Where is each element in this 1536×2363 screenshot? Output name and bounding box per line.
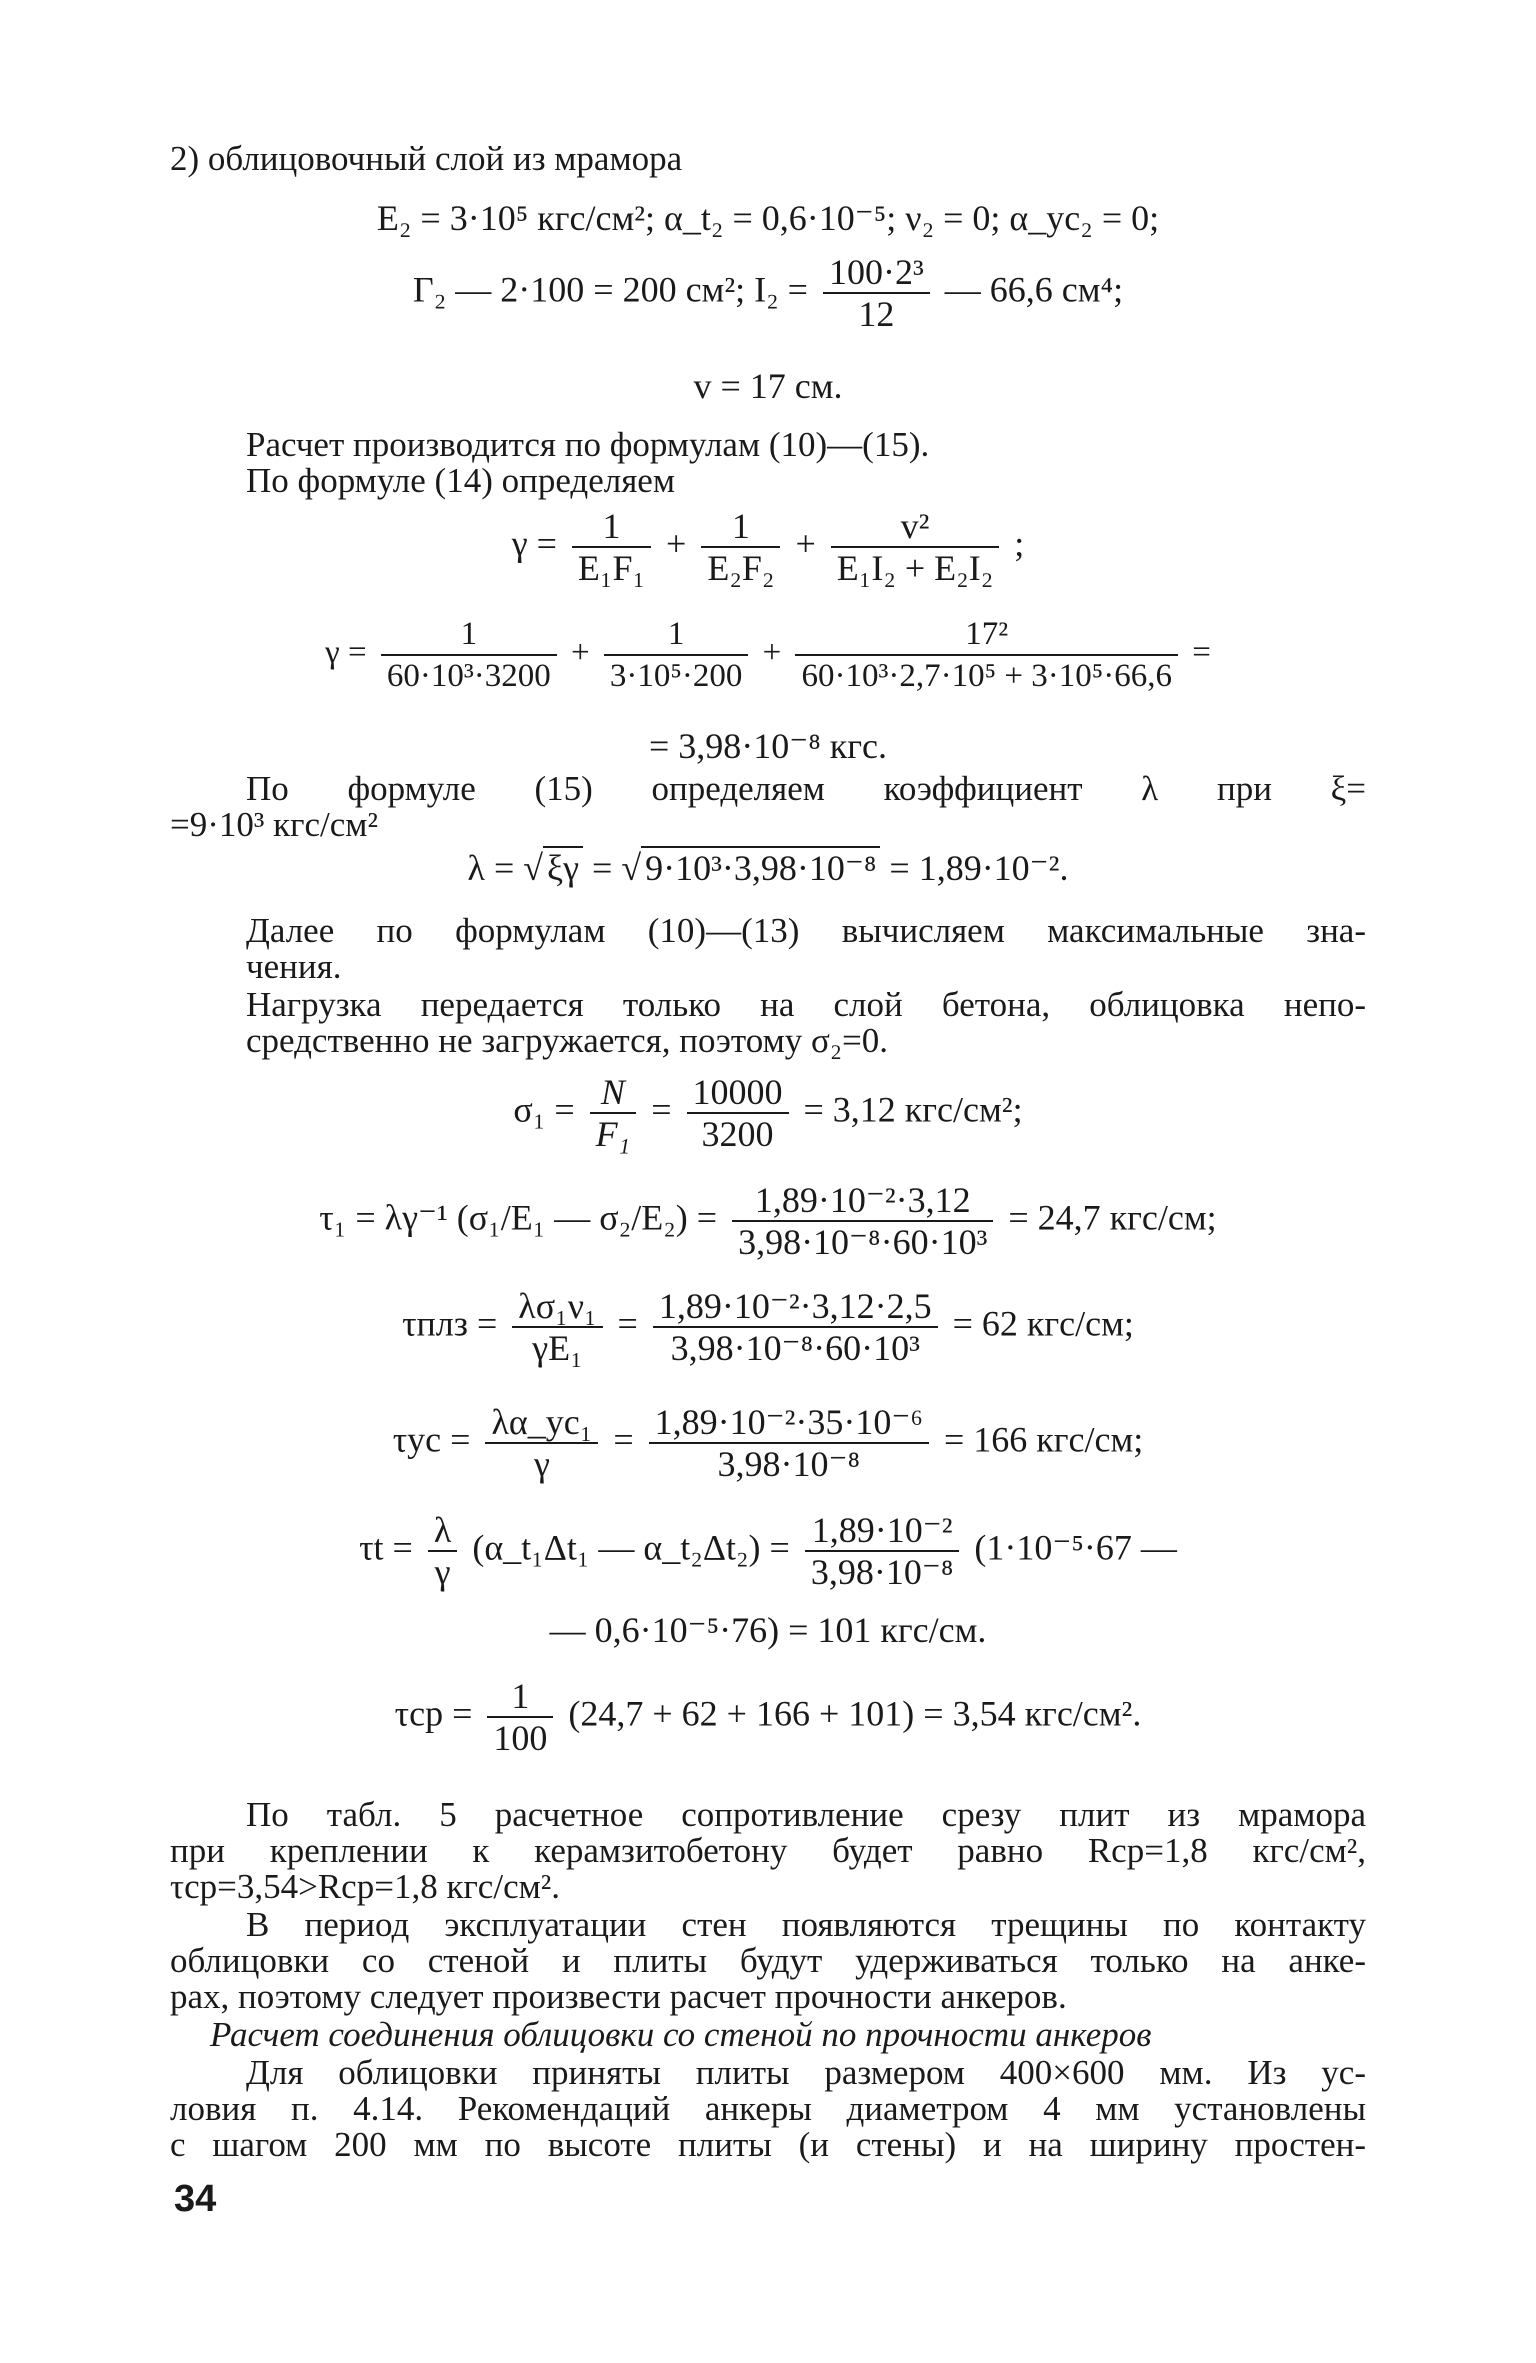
calc-note: Расчет производится по формулам (10)—(15). — [246, 425, 930, 464]
sigma-fraction-2 — [687, 1072, 789, 1154]
gamma-numeric-term-2 — [604, 614, 748, 696]
gamma-term-3 — [831, 506, 999, 588]
gamma-numeric: γ = $\frac{1}{\text{60·10³·3200}}$ + $\frac{1}{\text{3·10⁵·200}}$ + $\frac{\text{17²}}{\text{60·10³·2,7·10⁵ + 3·10⁵·66,6}}$ = — [325, 616, 1211, 694]
load-text-2: средственно не загружается, поэтому σ₂=0. — [246, 1021, 889, 1060]
gamma-n3-den: 60·10³·2,7·10⁵ + 3·10⁵·66,6 — [801, 658, 1172, 694]
gamma-result: = 3,98·10⁻⁸ кгс. — [648, 726, 888, 766]
tauyc-n1: λα_yc₁ — [485, 1402, 598, 1444]
tauyc-formula: τус = $\frac{\text{λα\_yc₁}}{\gamma}$ = $\frac{\text{1,89·10⁻²·35·10⁻⁶}}{\text{3,98·10⁻⁸}}$ = 166 кгс/см; — [392, 1402, 1144, 1484]
gamma-t3-den: E₁I₂ + E₂I₂ — [836, 548, 994, 588]
sigma-lhs: σ₁ = — [513, 1089, 575, 1130]
cracks-text-3: рах, поэтому следует произвести расчет прочности анкеров. — [170, 1977, 1067, 2016]
sigma-d2: 3200 — [701, 1114, 774, 1154]
tau1-result: = 24,7 кгс/см; — [1008, 1197, 1217, 1238]
tauyc-n2: 1,89·10⁻²·35·10⁻⁶ — [649, 1402, 929, 1444]
load-text-1: Нагрузка передается только на слой бетона, облицовка непо- — [246, 985, 1366, 1024]
gamma-n1-den: 60·10³·3200 — [386, 658, 551, 694]
tau1-lhs: τ₁ = λγ⁻¹ (σ₁/E₁ — σ₂/E₂) = — [319, 1197, 718, 1238]
plates-text-2: ловия п. 4.14. Рекомендаций анкеры диаметром 4 мм установлены — [170, 2089, 1366, 2128]
tauyc-d2: 3,98·10⁻⁸ — [717, 1444, 861, 1484]
taut-n1: λ — [428, 1510, 457, 1552]
taut-tail: (1·10⁻⁵·67 — — [974, 1527, 1177, 1568]
taupl-fraction-2 — [653, 1286, 938, 1368]
taut-fraction-2 — [805, 1510, 960, 1592]
taupl-formula: τплз = $\frac{\text{λσ₁ν₁}}{\text{γE₁}}$ = $\frac{\text{1,89·10⁻²·3,12·2,5}}{\text{3,98·10⁻⁸·60·10³}}$ = 62 кгс/см; — [402, 1286, 1134, 1368]
tauyc-result: = 166 кгс/см; — [943, 1419, 1144, 1460]
sigma-fraction-1 — [590, 1072, 637, 1154]
plates-text-1: Для облицовки приняты плиты размером 400×600 мм. Из ус- — [246, 2053, 1366, 2092]
taucp-fraction — [487, 1676, 553, 1758]
taupl-result: = 62 кгс/см; — [952, 1303, 1134, 1344]
formula15-cont: =9·10³ кгс/см² — [170, 805, 378, 844]
gamma-t2-num: 1 — [701, 506, 780, 548]
gamma-t1-num: 1 — [572, 506, 651, 548]
params-line-2 — [150, 252, 1386, 334]
gamma-term-2 — [701, 506, 780, 588]
tau1-formula — [150, 1180, 1386, 1262]
taupl-d2: 3,98·10⁻⁸·60·10³ — [670, 1328, 920, 1368]
taupl-n2: 1,89·10⁻²·3,12·2,5 — [653, 1286, 938, 1328]
gamma-term-1 — [572, 506, 651, 588]
taut-fraction-1 — [428, 1510, 457, 1592]
taut-n2: 1,89·10⁻² — [805, 1510, 960, 1552]
params-2-left: Г₂ — 2·100 = 200 см²; I₂ = — [412, 269, 808, 310]
lambda-radical-2: 9·10³·3,98·10⁻⁸ — [641, 846, 880, 888]
taut-formula — [150, 1510, 1386, 1592]
taut-d1: γ — [434, 1552, 451, 1592]
anchor-heading: Расчет соединения облицовки со стеной по прочности анкеров — [210, 2015, 1152, 2054]
taucp-num: 1 — [487, 1676, 553, 1718]
gamma-n2-num: 1 — [604, 614, 748, 656]
lambda-result: = 1,89·10⁻². — [889, 848, 1069, 888]
tauyc-lhs: τус = — [392, 1419, 471, 1460]
sigma-n1: N — [590, 1072, 637, 1114]
lambda-radical-1: ξγ — [543, 846, 583, 888]
taucp-den: 100 — [493, 1718, 548, 1758]
params-2-fraction — [823, 252, 930, 334]
taucp-formula — [150, 1676, 1386, 1758]
tau1-den: 3,98·10⁻⁸·60·10³ — [738, 1222, 988, 1262]
formula14-note: По формуле (14) определяем — [246, 461, 675, 500]
gamma-lhs: γ = — [511, 523, 557, 564]
params-2-num: 100·2³ — [823, 252, 930, 294]
gamma-n1-num: 1 — [381, 614, 557, 656]
taucp-result: (24,7 + 62 + 166 + 101) = 3,54 кгс/см². — [568, 1693, 1142, 1734]
params-2-right: — 66,6 см⁴; — [944, 269, 1124, 310]
next-text-1: Далее по формулам (10)—(13) вычисляем максимальные зна- — [246, 911, 1366, 950]
tauyc-d1: γ — [533, 1444, 550, 1484]
cracks-text-2: облицовки со стеной и плиты будут удерживаться только на анке- — [170, 1941, 1366, 1980]
formula15-text: По формуле (15) определяем коэффициент λ при ξ= — [246, 769, 1366, 808]
v-line: v = 17 см. — [693, 366, 843, 406]
sigma-result: = 3,12 кгс/см²; — [803, 1089, 1023, 1130]
taut-mid: (α_t₁Δt₁ — α_t₂Δt₂) = — [472, 1527, 790, 1568]
gamma-numeric-lhs: γ = — [325, 634, 367, 671]
sigma-formula: σ₁ = $\frac{N}{\text{F₁}}$ = $\frac{10000}{3200}$ = 3,12 кгс/см²; — [513, 1072, 1023, 1154]
cracks-text-1: В период эксплуатации стен появляются трещины по контакту — [246, 1905, 1366, 1944]
table5-text-2: при креплении к керамзитобетону будет равно Rср=1,8 кгс/см², — [170, 1831, 1366, 1870]
params-line-1: E₂ = 3·10⁵ кгс/см²; α_t₂ = 0,6·10⁻⁵; ν₂ = 0; α_yc₂ = 0; — [376, 198, 1160, 238]
tau1-num: 1,89·10⁻²·3,12 — [732, 1180, 993, 1222]
tauyc-fraction-2 — [649, 1402, 929, 1484]
table5-text-3: τср=3,54>Rср=1,8 кгс/см². — [170, 1867, 560, 1906]
gamma-n3-num: 17² — [795, 614, 1177, 656]
params-2-den: 12 — [858, 294, 895, 334]
gamma-t1-den: E₁F₁ — [577, 548, 646, 588]
page-number: 34 — [174, 2178, 217, 2220]
taut-continuation: — 0,6·10⁻⁵·76) = 101 кгс/см. — [549, 1610, 987, 1650]
taucp-lhs: τср = — [394, 1693, 473, 1734]
tau1-fraction — [732, 1180, 993, 1262]
taupl-n1: λσ₁ν₁ — [512, 1286, 602, 1328]
gamma-numeric-term-1 — [381, 614, 557, 696]
gamma-formula: γ = $\frac{1}{\text{E₁F₁}}$ + $\frac{1}{\text{E₂F₂}}$ + $\frac{\text{v²}}{\text{E₁I₂ + E₂I₂}}$ ; — [511, 506, 1025, 588]
heading-line: 2) облицовочный слой из мрамора — [170, 139, 683, 178]
tauyc-fraction-1 — [485, 1402, 598, 1484]
next-text-2: чения. — [246, 947, 342, 986]
taupl-lhs: τплз = — [402, 1303, 498, 1344]
table5-text-1: По табл. 5 расчетное сопротивление срезу плит из мрамора — [246, 1795, 1366, 1834]
taupl-fraction-1 — [512, 1286, 602, 1368]
taut-lhs: τt = — [359, 1527, 413, 1568]
lambda-lhs: λ = — [467, 848, 515, 888]
plates-text-3: с шагом 200 мм по высоте плиты (и стены) и на ширину простен- — [170, 2125, 1366, 2164]
gamma-t2-den: E₂F₂ — [707, 548, 775, 588]
taupl-d1: γE₁ — [532, 1328, 583, 1368]
taut-d2: 3,98·10⁻⁸ — [810, 1552, 954, 1592]
sigma-d1: F₁ — [595, 1114, 631, 1154]
gamma-numeric-term-3 — [795, 614, 1177, 696]
lambda-formula: λ = √ ξγ = √ 9·10³·3,98·10⁻⁸ = 1,89·10⁻². — [467, 848, 1069, 888]
gamma-t3-num: v² — [831, 506, 999, 548]
gamma-n2-den: 3·10⁵·200 — [609, 658, 743, 694]
sigma-n2: 10000 — [687, 1072, 789, 1114]
